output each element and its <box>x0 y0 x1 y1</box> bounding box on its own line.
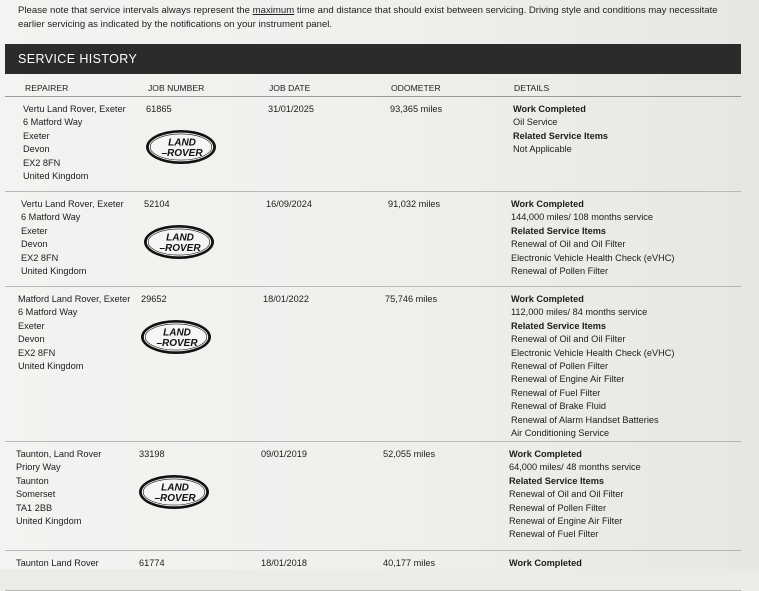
details-item: Air Conditioning Service <box>511 428 610 439</box>
odometer-reading: 75,746 miles <box>385 294 438 304</box>
logo-text-line2: –ROVER <box>154 493 196 504</box>
logo-text-line2: –ROVER <box>161 148 203 159</box>
job-date: 31/01/2025 <box>268 104 314 114</box>
details-heading: Work Completed <box>511 199 584 209</box>
repairer-address-line: United Kingdom <box>16 516 82 527</box>
logo-text-line2: –ROVER <box>156 338 198 349</box>
repairer-address-line: Taunton, Land Rover <box>16 449 102 459</box>
land-rover-logo <box>143 224 215 260</box>
odometer-reading: 52,055 miles <box>383 449 436 459</box>
repairer-address-line: Vertu Land Rover, Exeter <box>21 199 124 209</box>
repairer-address <box>18 293 130 373</box>
land-rover-logo <box>140 319 212 355</box>
details-heading: Related Service Items <box>511 320 606 331</box>
repairer-address-line: Somerset <box>16 489 56 500</box>
repairer-address-line: TA1 2BB <box>16 502 53 513</box>
notice-text-part1: Please note that service intervals always represent the <box>18 5 253 16</box>
repairer-address-line: EX2 8FN <box>18 347 56 358</box>
column-header-job-number: JOB NUMBER <box>148 83 205 93</box>
repairer-address-line: Matford Land Rover, Exeter <box>18 294 131 304</box>
repairer-address-line: Priory Way <box>16 462 61 473</box>
details-item: Oil Service <box>513 117 558 128</box>
table-row <box>5 191 741 287</box>
details-heading: Work Completed <box>509 558 582 568</box>
details-item: 144,000 miles/ 108 months service <box>511 212 653 223</box>
table-row <box>5 286 741 442</box>
repairer-address-line: Vertu Land Rover, Exeter <box>23 104 126 114</box>
details-item: Not Applicable <box>513 144 572 155</box>
logo-text-line1: LAND <box>168 137 196 149</box>
job-number: 52104 <box>144 199 170 209</box>
repairer-address-line: Exeter <box>18 320 45 331</box>
logo-text-line1: LAND <box>163 327 191 339</box>
land-rover-oval-icon <box>143 224 215 260</box>
repairer-address-line: United Kingdom <box>18 361 84 372</box>
section-title: SERVICE HISTORY <box>18 52 138 66</box>
job-number: 61865 <box>146 104 172 114</box>
repairer-address <box>21 198 124 278</box>
service-details <box>511 293 674 440</box>
table-row <box>5 550 741 591</box>
details-item: Renewal of Pollen Filter <box>509 502 607 513</box>
notice-underlined-word: maximum <box>252 5 295 16</box>
details-item: Electronic Vehicle Health Check (eVHC) <box>511 252 675 263</box>
details-item: Electronic Vehicle Health Check (eVHC) <box>511 347 675 358</box>
repairer-address-line: 6 Matford Way <box>21 212 81 223</box>
details-item: Renewal of Pollen Filter <box>511 361 609 372</box>
repairer-address-line: 6 Matford Way <box>23 117 83 128</box>
table-row <box>5 441 741 551</box>
repairer-address-line: United Kingdom <box>21 266 87 277</box>
details-item: Renewal of Oil and Oil Filter <box>511 239 626 250</box>
details-item: 112,000 miles/ 84 months service <box>511 307 648 318</box>
details-heading: Work Completed <box>513 104 586 114</box>
odometer-reading: 40,177 miles <box>383 558 436 568</box>
logo-text-line1: LAND <box>161 482 189 494</box>
logo-text-line2: –ROVER <box>159 243 201 254</box>
column-header-details: DETAILS <box>514 83 550 93</box>
service-details <box>511 198 674 278</box>
land-rover-oval-icon <box>140 319 212 355</box>
repairer-address-line: Taunton <box>16 475 49 486</box>
details-item: Renewal of Engine Air Filter <box>509 516 623 527</box>
details-item: Renewal of Engine Air Filter <box>511 374 625 385</box>
repairer-address-line: Exeter <box>23 130 50 141</box>
repairer-address <box>16 557 99 570</box>
details-item: Renewal of Fuel Filter <box>509 529 599 540</box>
job-number: 29652 <box>141 294 167 304</box>
column-header-odometer: ODOMETER <box>391 83 441 93</box>
details-item: Renewal of Alarm Handset Batteries <box>511 414 659 425</box>
section-header-service-history <box>5 44 741 74</box>
repairer-address-line: Devon <box>21 239 48 250</box>
repairer-address-line: Devon <box>18 334 45 345</box>
repairer-address <box>16 448 101 528</box>
land-rover-logo <box>145 129 217 165</box>
repairer-address-line: United Kingdom <box>23 171 89 182</box>
details-item: Renewal of Pollen Filter <box>511 266 609 277</box>
service-details <box>509 557 582 570</box>
repairer-address-line: Taunton Land Rover <box>16 558 99 568</box>
details-heading: Related Service Items <box>513 130 608 141</box>
repairer-address-line: EX2 8FN <box>21 252 59 263</box>
details-item: Renewal of Oil and Oil Filter <box>509 489 624 500</box>
notice-text-part2: time and distance that should exist between servicing. Driving style and conditions may necessitate earlier servicing as indicated by the notifications on your instrument panel. <box>18 5 718 30</box>
table-column-headers <box>5 76 741 97</box>
repairer-address-line: EX2 8FN <box>23 157 61 168</box>
job-date: 16/09/2024 <box>266 199 312 209</box>
service-interval-notice <box>18 4 733 32</box>
details-heading: Related Service Items <box>511 225 606 236</box>
job-date: 09/01/2019 <box>261 449 307 459</box>
repairer-address-line: Devon <box>23 144 50 155</box>
odometer-reading: 91,032 miles <box>388 199 441 209</box>
column-header-job-date: JOB DATE <box>269 83 311 93</box>
details-item: Renewal of Fuel Filter <box>511 387 601 398</box>
job-date: 18/01/2022 <box>263 294 309 304</box>
details-heading: Related Service Items <box>509 475 604 486</box>
repairer-address <box>23 103 126 183</box>
table-row <box>5 96 741 192</box>
odometer-reading: 93,365 miles <box>390 104 443 114</box>
land-rover-oval-icon <box>145 129 217 165</box>
land-rover-logo <box>138 474 210 510</box>
details-item: Renewal of Oil and Oil Filter <box>511 334 626 345</box>
details-item: Renewal of Brake Fluid <box>511 401 606 412</box>
service-details <box>513 103 608 157</box>
details-item: 64,000 miles/ 48 months service <box>509 462 641 473</box>
logo-text-line1: LAND <box>166 232 194 244</box>
column-header-repairer: REPAIRER <box>25 83 69 93</box>
repairer-address-line: 6 Matford Way <box>18 307 78 318</box>
job-date: 18/01/2018 <box>261 558 307 568</box>
details-heading: Work Completed <box>511 294 584 304</box>
land-rover-oval-icon <box>138 474 210 510</box>
repairer-address-line: Exeter <box>21 225 48 236</box>
job-number: 33198 <box>139 449 165 459</box>
job-number: 61774 <box>139 558 165 568</box>
details-heading: Work Completed <box>509 449 582 459</box>
service-details <box>509 448 641 542</box>
